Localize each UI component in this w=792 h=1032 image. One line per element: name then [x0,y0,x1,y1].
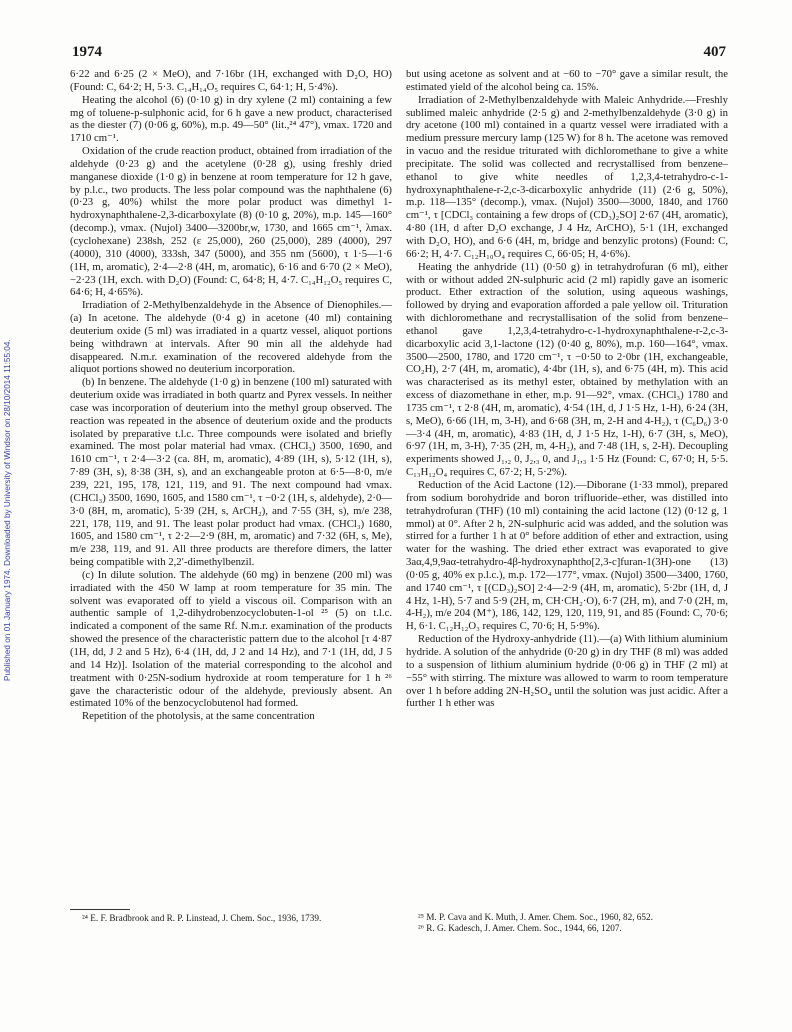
paragraph: Oxidation of the crude reaction product, obtained from irradiation of the aldehyde (0·23 g) and the acetylene (0·28 g), using freshly dried manganese dioxide (1·0 g) in benzene at room temperature for 12 h gave, by p.l.c., two products. The less polar compound was the naphthalene (6) (0·23 g, 40%) whilst the more polar product was dimethyl 1-hydroxynaphthalene-2,3-dicarboxylate (8) (0·10 g, 20%), m.p. 145—160° (decomp.), νmax. (Nujol) 3400—3200br,w, 1730, and 1665 cm⁻¹, λmax. (cyclohexane) 238sh, 252 (ε 25,000), 260 (25,000), 289 (4000), 297 (4000), 310 (4000), 333sh, 347 (5000), and 355 nm (5600), τ 1·5—1·6 (1H, m, aromatic), 2·4—2·8 (4H, m, aromatic), 6·16 and 6·70 (2 × MeO), −2·23 (1H, exch. with D₂O) (Found: C, 64·8; H, 4·7. C₁₄H₁₂O₅ requires C, 64·6; H, 4·65%). [70,145,392,299]
paragraph: Reduction of the Acid Lactone (12).—Diborane (1·33 mmol), prepared from sodium borohydride and boron trifluoride–ether, was distilled into tetrahydrofuran (THF) (10 ml) containing the acid lactone (12) (0·12 g, 1 mmol) at 0°. After 2 h, 2N-sulphuric acid was added, and the solution was stirred for a further 1 h at 0° before addition of ether and extraction, using water for the washing. The dried ether extract was evaporated to give 3aα,4,9,9aα-tetrahydro-4β-hydroxynaphtho[2,3-c]furan-1(3H)-one (13) (0·05 g, 40% ex p.l.c.), m.p. 172—177°, νmax. (Nujol) 3500—3400, 1760, and 1740 cm⁻¹, τ [(CD₃)₂SO] 2·4—2·9 (4H, m, aromatic), 5·2br (1H, d, J 4 Hz, 1-H), 5·7 and 5·9 (2H, m, CH·CH₂·O), 6·7 (2H, m), and 7·0 (2H, m, 4-H₂), m/e 204 (M⁺), 186, 142, 129, 120, 119, 91, and 85 (Found: C, 70·6; H, 6·1. C₁₂H₁₂O₃ requires C, 70·6; H, 5·9%). [406,479,728,633]
page-header [0,44,792,64]
paragraph: but using acetone as solvent and at −60 to −70° gave a similar result, the estimated yield of the alcohol being ca. 15%. [406,68,728,93]
footnotes-right [406,912,728,934]
paragraph: Irradiation of 2-Methylbenzaldehyde with Maleic Anhydride.—Freshly sublimed maleic anhydride (2·5 g) and 2-methylbenzaldehyde (3·0 g) in dry acetone (100 ml) contained in a quartz vessel were irradiated with a medium pressure mercury lamp (125 W) for 8 h. The acetone was removed in vacuo and the residue triturated with dichloromethane to give a white precipitate. The solid was collected and recrystallised from benzene–ethanol to give white needles of 1,2,3,4-tetrahydro-c-1-hydroxynaphthalene-r-2,c-3-dicarboxylic anhydride (11) (2·6 g, 50%), m.p. 118—135° (decomp.), νmax. (Nujol) 3500—3000, 1840, and 1760 cm⁻¹, τ [CDCl₃ containing a few drops of (CD₃)₂SO] 2·67 (4H, aromatic), 4·80 (1H, d after D₂O exchange, J 4 Hz, ArCHO), 5·1 (1H, exchanged with D₂O, HO), and 6·6 (4H, m, bridge and benzylic protons) (Found: C, 66·2; H, 4·7. C₁₂H₁₀O₄ requires C, 66·05; H, 4·6%). [406,93,728,260]
download-watermark: Published on 01 January 1974. Downloaded by University of Windsor on 28/10/2014 11:55:04. [3,339,12,681]
footnote: ²⁶ R. G. Kadesch, J. Amer. Chem. Soc., 1944, 66, 1207. [418,923,622,933]
left-column [70,68,392,723]
footnote: ²⁵ M. P. Cava and K. Muth, J. Amer. Chem. Soc., 1960, 82, 652. [418,912,653,922]
paragraph: Heating the anhydride (11) (0·50 g) in tetrahydrofuran (6 ml), either with or without added 2N-sulphuric acid (2 ml) rapidly gave an isomeric product. Ether extraction of the solution, using aqueous washings, followed by drying and evaporation afforded a pale yellow oil. Trituration with dichloromethane and recrystallisation of the solid from benzene–ethanol gave 1,2,3,4-tetrahydro-c-1-hydroxynaphthalene-r-2,c-3-dicarboxylic acid 3,1-lactone (12) (0·40 g, 80%), m.p. 160—164°, νmax. 3500—2500, 1780, and 1720 cm⁻¹, τ −0·50 to 2·0br (1H, exchangeable, CO₂H), 2·7 (4H, m, aromatic), 4·4br (1H, s), and 6·75 (4H, m). This acid was characterised as its methyl ester, obtained by methylation with an excess of diazomethane in ether, m.p. 91—92°, νmax. (CHCl₃) 1780 and 1735 cm⁻¹, τ 2·8 (4H, m, aromatic), 4·54 (1H, d, J 1·5 Hz, 1-H), 6·24 (3H, s, MeO), 6·66 (1H, m, 3-H), and 6·68 (3H, m, 2-H and 4-H₂), τ (C₆D₆) 3·0—3·4 (4H, m, aromatic), 4·83 (1H, d, J 1·5 Hz, 1-H), 6·7 (3H, s, MeO), 6·97 (1H, m, 3-H), 7·35 (2H, m, 4-H₂), and 7·48 (1H, s, 2-H). Decoupling experiments showed J₁,₂ 0, J₂,₃ 0, and J₁,₃ 1·5 Hz (Found: C, 67·0; H, 5·5. C₁₃H₁₂O₄ requires C, 67·2; H, 5·2%). [406,260,728,479]
paragraph: 6·22 and 6·25 (2 × MeO), and 7·16br (1H, exchanged with D₂O, HO) (Found: C, 64·2; H, 5·3. C₁₄H₁₄O₅ requires C, 64·1; H, 5·4%). [70,68,392,93]
right-column [406,68,728,710]
footnote-rule [70,909,130,910]
page-number: 407 [703,44,726,60]
paragraph: (b) In benzene. The aldehyde (1·0 g) in benzene (100 ml) saturated with deuterium oxide was irradiated in both quartz and Pyrex vessels. In neither case was incorporation of deuterium into the methyl group observed. The reaction was repeated in the absence of deuterium oxide and the products isolated by preparative t.l.c. Three compounds were isolated and briefly examined. The most polar material had νmax. (CHCl₃) 3500, 1690, and 1610 cm⁻¹, τ 2·4—3·2 (ca. 8H, m, aromatic), 4·89 (1H, s), 5·12 (1H, s), 7·89 (3H, s), 8·38 (3H, s), and an exchangeable proton at 6·5—8·0, m/e 239, 221, 195, 178, 121, 119, and 91. The next compound had νmax. (CHCl₃) 3500, 1690, 1605, and 1580 cm⁻¹, τ −0·2 (1H, s, aldehyde), 2·0—3·0 (8H, m, aromatic), 5·39 (2H, s, ArCH₂), and 7·55 (3H, s), m/e 238, 221, 178, 119, and 91. The least polar product had νmax. (CHCl₃) 1680, 1605, and 1580 cm⁻¹, τ 2·2—2·9 (8H, m, aromatic) and 7·32 (6H, s, Me), m/e 238, 119, and 91. All three products are therefore dimers, the latter being compatible with 2,2′-dimethylbenzil. [70,376,392,569]
paragraph: Heating the alcohol (6) (0·10 g) in dry xylene (2 ml) containing a few mg of toluene-p-sulphonic acid, for 6 h gave a new product, characterised as the diester (7) (0·06 g, 60%), m.p. 49—50° (lit.,²⁴ 47°), νmax. 1720 and 1710 cm⁻¹. [70,93,392,145]
paragraph: Reduction of the Hydroxy-anhydride (11).—(a) With lithium aluminium hydride. A solution of the anhydride (0·20 g) in dry THF (8 ml) was added to a suspension of lithium aluminium hydride (0·06 g) in THF (2 ml) at −55° with stirring. The mixture was allowed to warm to room temperature over 1 h before adding 2N-H₂SO₄ until the solution was just acidic. After a further 1 h ether was [406,633,728,710]
footnote: ²⁴ E. F. Bradbrook and R. P. Linstead, J. Chem. Soc., 1936, 1739. [82,913,322,923]
paragraph: Repetition of the photolysis, at the same concentration [82,710,315,723]
journal-year: 1974 [72,44,102,60]
footnotes-left [70,906,392,924]
paragraph: Irradiation of 2-Methylbenzaldehyde in the Absence of Dienophiles.—(a) In acetone. The aldehyde (0·4 g) in acetone (40 ml) containing deuterium oxide (5 ml) was irradiated in a quartz vessel, aliquot portions being withdrawn at intervals. After 90 min all the aldehyde had disappeared. N.m.r. examination of the recovered aldehyde from the aliquot portions showed no deuterium incorporation. [70,299,392,376]
paragraph: (c) In dilute solution. The aldehyde (60 mg) in benzene (200 ml) was irradiated with the 450 W lamp at room temperature for 35 min. The solvent was evaporated off to yield a viscous oil. Comparison with an authentic sample of 1,2-dihydrobenzocyclobuten-1-ol ²⁵ (5) on t.l.c. indicated a component of the same Rf. N.m.r. examination of the products showed the presence of the characteristic pattern due to the alcohol [τ 4·87 (1H, dd, J 2 and 5 Hz), 6·4 (1H, dd, J 2 and 14 Hz), and 7·1 (1H, dd, J 5 and 14 Hz)]. Isolation of the material corresponding to the alcohol and treatment with 0·25N-sodium hydroxide at room temperature for 1 h ²⁶ gave the characteristic odour of the aldehyde, previously absent. An estimated 10% of the benzocyclobutenol had formed. [70,568,392,710]
